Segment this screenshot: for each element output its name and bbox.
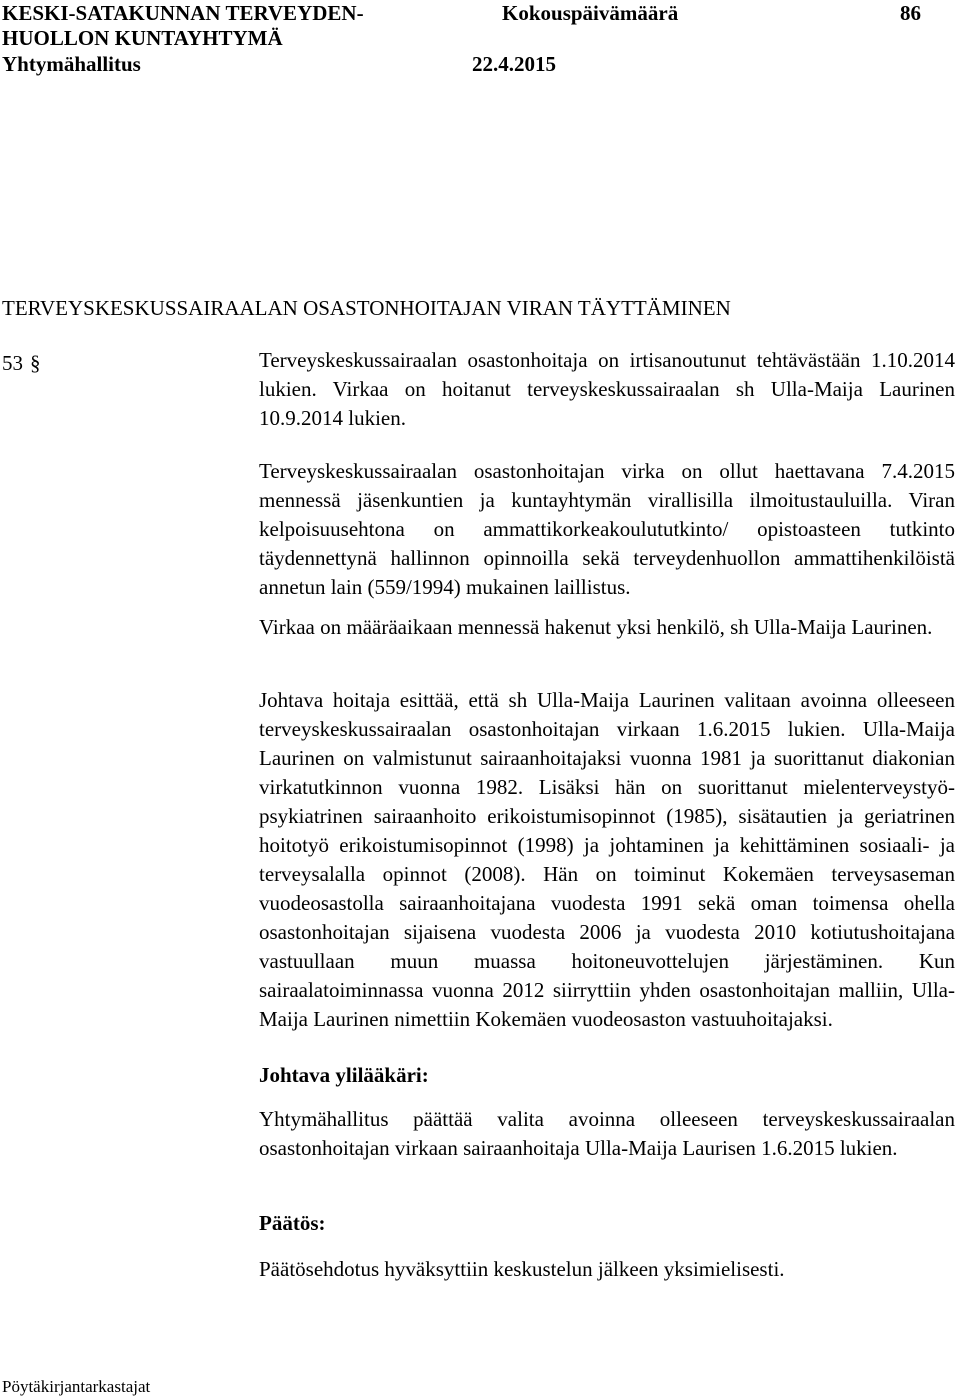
body-paragraph-3 [259, 613, 955, 642]
body-paragraph-2 [259, 457, 955, 602]
section-title: TERVEYSKESKUSSAIRAALAN OSASTONHOITAJAN VIRAN TÄYTTÄMINEN [2, 296, 731, 320]
paragraph-text: Terveyskeskussairaalan osastonhoitajan virka on ollut haettavana 7.4.2015 mennessä jäsenkuntien ja kuntayhtymän virallisilla ilmoitustauluilla. Viran kelpoisuusehtona on ammattikorkeakoulututkinto/ opistoasteen tutkinto täydennettynä hallinnon opinnoilla sekä terveydenhuollon ammattihenkilöistä annetun lain (559/1994) mukainen laillistus. [259, 459, 955, 599]
organization-name-line2: HUOLLON KUNTAYHTYMÄ [2, 26, 283, 50]
decision-heading: Päätös: [259, 1211, 326, 1235]
paragraph-text: Yhtymähallitus päättää valita avoinna olleeseen terveyskeskussairaalan osastonhoitajan virkaan sairaanhoitaja Ulla-Maija Laurisen 1.6.2015 lukien. [259, 1107, 955, 1160]
meeting-date: 22.4.2015 [472, 52, 556, 76]
paragraph-text: Terveyskeskussairaalan osastonhoitaja on irtisanoutunut tehtävästään 1.10.2014 lukien. Virkaa on hoitanut terveyskeskussairaalan sh Ulla-Maija Laurinen 10.9.2014 lukien. [259, 348, 955, 430]
paragraph-sign-icon: § [30, 351, 41, 375]
body-paragraph-1 [259, 346, 955, 433]
decision-paragraph: Päätösehdotus hyväksyttiin keskustelun jälkeen yksimielisesti. [259, 1257, 785, 1281]
meeting-date-label: Kokouspäivämäärä [502, 1, 679, 25]
paragraph-text: Virkaa on määräaikaan mennessä hakenut yksi henkilö, sh Ulla-Maija Laurinen. [259, 615, 933, 639]
proposal-paragraph [259, 1105, 955, 1163]
proposal-heading: Johtava ylilääkäri: [259, 1063, 429, 1087]
paragraph-text: Johtava hoitaja esittää, että sh Ulla-Maija Laurinen valitaan avoinna olleeseen terveyskeskussairaalan osastonhoitajan virkaan 1.6.2015 lukien. Ulla-Maija Laurinen on valmistunut sairaanhoitajaksi vuonna 1981 ja suorittanut diakonian virkatutkinnon vuonna 1982. Lisäksi hän on suorittanut mielenterveystyö-psykiatrinen sairaanhoito erikoistumisopinnot (1985), sisätautien ja geriatrinen hoitotyö erikoistumisopinnot (1998) ja johtaminen ja kehittäminen sosiaali- ja terveysalalla opinnot (2008). Hän on toiminut Kokemäen terveysaseman vuodeosastolla sairaanhoitajana vuodesta 1991 sekä oman toimensa ohella osastonhoitajan sijaisena vuodesta 2006 ja vuodesta 2010 kotiutushoitajana vastuullaan muun muassa hoitoneuvottelujen järjestäminen. Kun sairaalatoiminnassa vuonna 2012 siirryttiin yhden osastonhoitajan malliin, Ulla-Maija Laurinen nimettiin Kokemäen vuodeosaston vastuuhoitajaksi. [259, 688, 955, 1031]
footer-minutes-checkers: Pöytäkirjantarkastajat [2, 1377, 151, 1396]
governing-body-name: Yhtymähallitus [2, 52, 141, 76]
body-paragraph-4 [259, 686, 955, 1034]
page-number: 86 [900, 1, 921, 25]
organization-name-line1: KESKI-SATAKUNNAN TERVEYDEN- [2, 1, 364, 25]
case-number: 53 [2, 351, 23, 375]
